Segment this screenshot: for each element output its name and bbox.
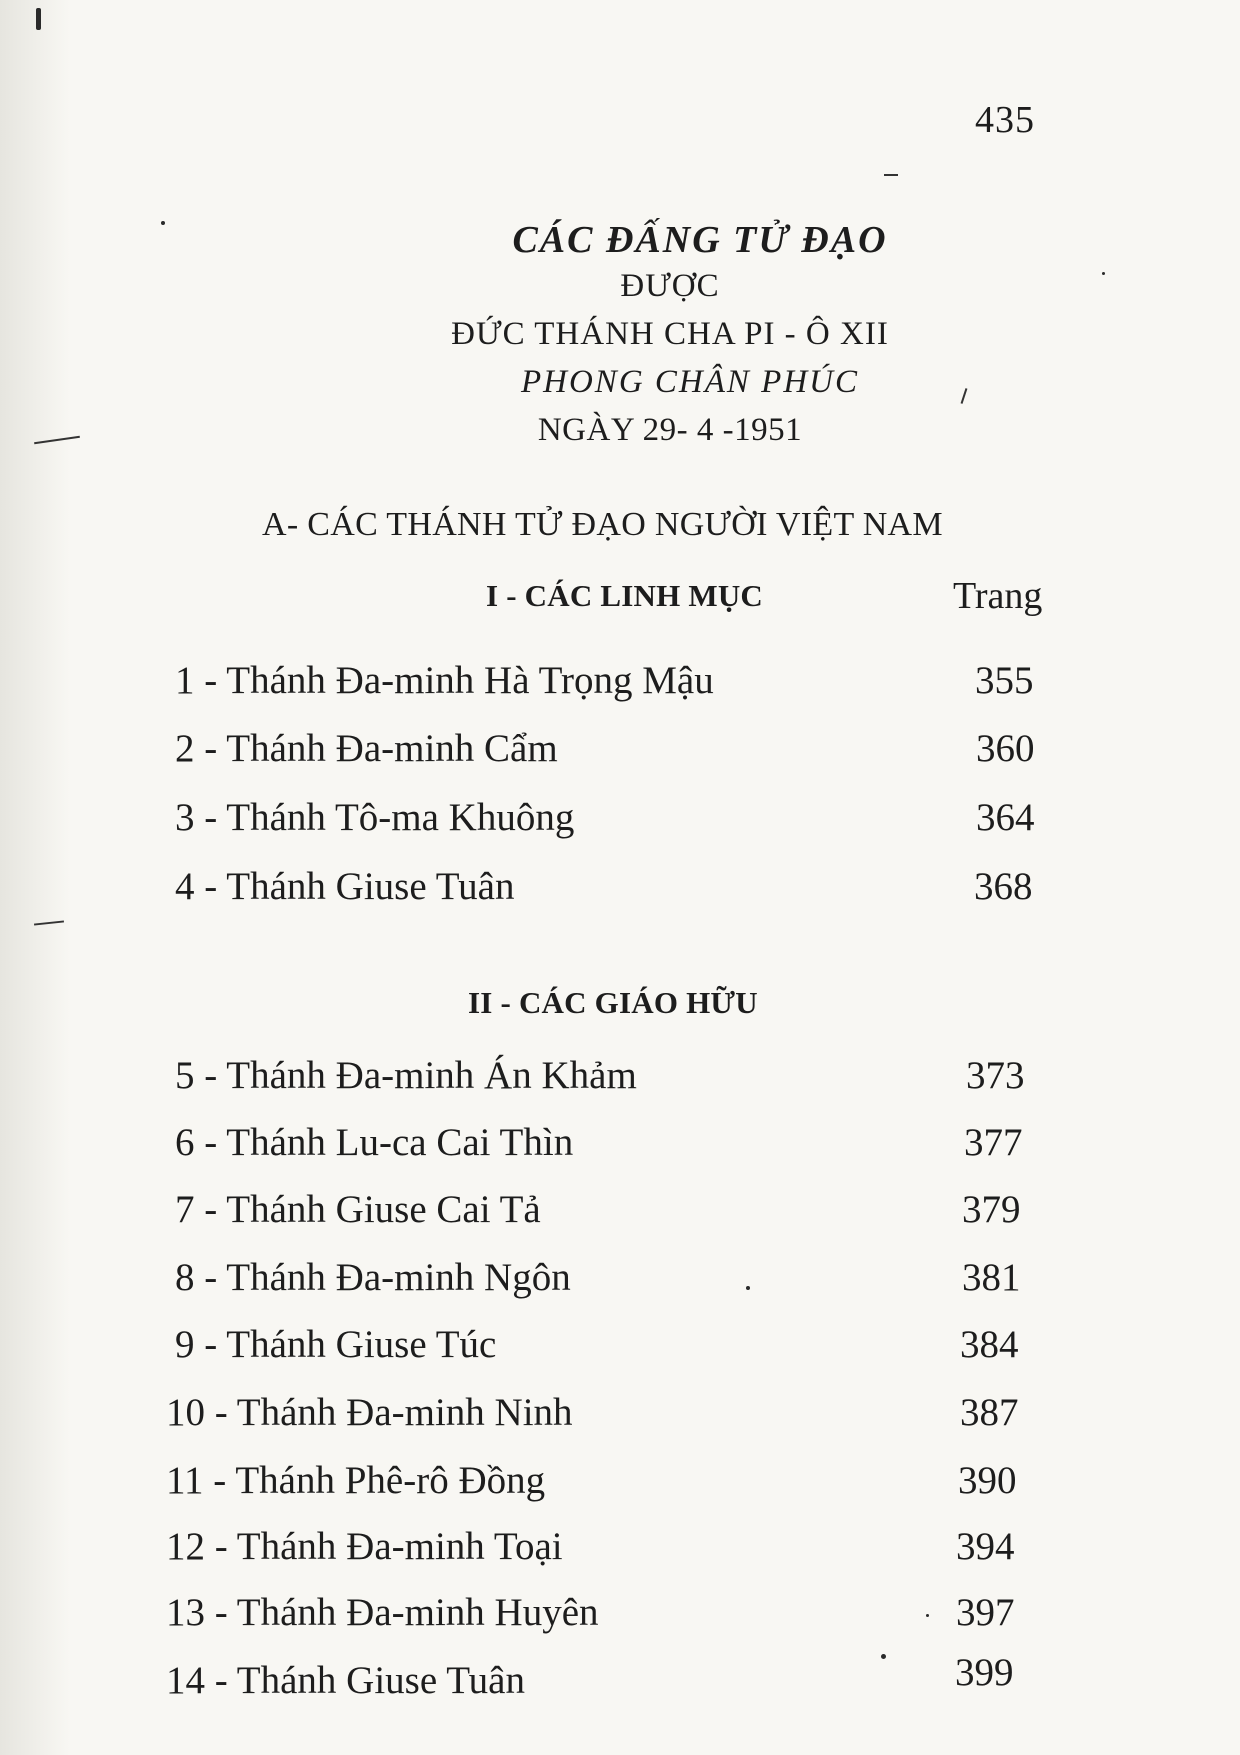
subsection-laity: II - CÁC GIÁO HỮU (468, 985, 758, 1020)
entry-page: 394 (956, 1525, 1015, 1568)
entry-label: 14 - Thánh Giuse Tuân (166, 1659, 525, 1702)
heading-line-3: ĐỨC THÁNH CHA PI - Ô XII (451, 316, 889, 352)
page-column-header: Trang (953, 575, 1043, 617)
entry-page: 390 (958, 1459, 1017, 1502)
entry-label: 4 - Thánh Giuse Tuân (175, 865, 515, 908)
list-item (0, 1255, 1240, 1307)
entry-label: 3 - Thánh Tô-ma Khuông (175, 796, 575, 839)
entry-page: 355 (975, 659, 1034, 702)
entry-label: 7 - Thánh Giuse Cai Tả (175, 1188, 541, 1231)
list-item (0, 658, 1240, 710)
entry-label: 9 - Thánh Giuse Túc (175, 1323, 497, 1366)
document-title: CÁC ĐẤNG TỬ ĐẠO (512, 219, 888, 261)
list-item (0, 1458, 1240, 1510)
heading-line-2: ĐƯỢC (620, 268, 720, 304)
entry-page: 373 (966, 1054, 1025, 1097)
entry-label: 5 - Thánh Đa-minh Án Khảm (175, 1054, 637, 1097)
entry-label: 13 - Thánh Đa-minh Huyên (166, 1591, 599, 1634)
list-item (0, 1590, 1240, 1642)
section-heading-a: A- CÁC THÁNH TỬ ĐẠO NGƯỜI VIỆT NAM (262, 506, 943, 543)
list-item (0, 1187, 1240, 1239)
list-item (0, 1120, 1240, 1172)
entry-page: 387 (960, 1391, 1019, 1434)
entry-page: 377 (964, 1121, 1023, 1164)
entry-label: 12 - Thánh Đa-minh Toại (166, 1525, 563, 1568)
list-item (0, 1322, 1240, 1374)
entry-label: 10 - Thánh Đa-minh Ninh (166, 1391, 573, 1434)
list-item (0, 726, 1240, 778)
scan-mark (884, 174, 898, 176)
entry-label: 11 - Thánh Phê-rô Đồng (166, 1459, 546, 1502)
list-item (0, 1390, 1240, 1442)
entry-label: 1 - Thánh Đa-minh Hà Trọng Mậu (175, 659, 714, 702)
entry-page: 399 (955, 1651, 1014, 1694)
heading-line-4: PHONG CHÂN PHÚC (520, 364, 859, 400)
entry-page: 364 (976, 796, 1035, 839)
list-item (0, 864, 1240, 916)
page-number: 435 (975, 99, 1035, 141)
list-item (0, 795, 1240, 847)
list-item (0, 1651, 1240, 1710)
entry-label: 6 - Thánh Lu-ca Cai Thìn (175, 1121, 574, 1164)
entry-page: 379 (962, 1188, 1021, 1231)
heading-date: NGÀY 29- 4 -1951 (537, 412, 803, 448)
scan-speck (36, 8, 41, 30)
entry-page: 397 (956, 1591, 1015, 1634)
entry-label: 2 - Thánh Đa-minh Cẩm (175, 727, 558, 770)
subsection-priests: I - CÁC LINH MỤC (486, 578, 764, 613)
entry-page: 381 (962, 1256, 1021, 1299)
entry-page: 360 (976, 727, 1035, 770)
list-item (0, 1524, 1240, 1576)
entry-page: 368 (974, 865, 1033, 908)
list-item (0, 1053, 1240, 1105)
entry-label: 8 - Thánh Đa-minh Ngôn (175, 1256, 571, 1299)
entry-page: 384 (960, 1323, 1019, 1366)
